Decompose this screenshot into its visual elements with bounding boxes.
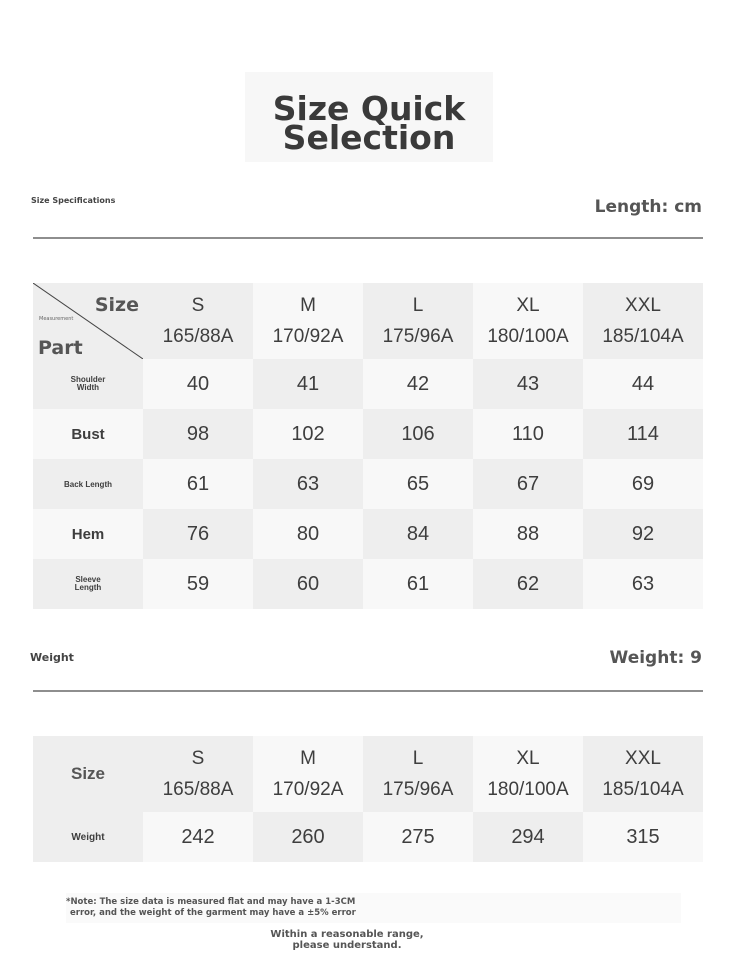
size-name: L: [412, 748, 424, 769]
size-specifications-label: Size Specifications: [31, 196, 116, 205]
row-label-shoulder-width: [33, 359, 143, 409]
table-cell: 84: [363, 509, 473, 559]
table-cell: 106: [363, 409, 473, 459]
size-header-m: [253, 283, 363, 359]
size-spec: 165/88A: [162, 779, 234, 800]
weight-header-s: [143, 736, 253, 812]
weight-header-xl: [473, 736, 583, 812]
weight-header-l: [363, 736, 473, 812]
size-name: XL: [516, 748, 540, 769]
table-cell: 110: [473, 409, 583, 459]
table-cell: 114: [583, 409, 703, 459]
table-row: [33, 559, 703, 609]
size-spec: 175/96A: [382, 326, 454, 347]
size-spec: 185/104A: [602, 326, 684, 347]
size-name: XXL: [625, 295, 661, 316]
table-row: [33, 509, 703, 559]
table-cell: 67: [473, 459, 583, 509]
table-cell: 76: [143, 509, 253, 559]
row-label-line: Shoulder: [70, 375, 106, 384]
weight-header-xxl: [583, 736, 703, 812]
row-label-weight: Weight: [33, 812, 143, 862]
weight-header-row: [33, 736, 703, 812]
table-cell: 92: [583, 509, 703, 559]
footer-line-1: Within a reasonable range,: [270, 929, 424, 940]
size-spec: 185/104A: [602, 779, 684, 800]
table-cell: 60: [253, 559, 363, 609]
table-cell: 242: [143, 812, 253, 862]
row-label-line: Width: [76, 383, 100, 392]
table-cell: 40: [143, 359, 253, 409]
note-line-1: *Note: The size data is measured flat and may have a 1-3CM: [66, 897, 356, 907]
size-name: S: [191, 748, 205, 769]
table-cell: 63: [583, 559, 703, 609]
size-header-row: [33, 283, 703, 359]
table-cell: 59: [143, 559, 253, 609]
note-line-2: error, and the weight of the garment may have a ±5% error: [70, 908, 356, 918]
size-spec: 180/100A: [487, 326, 569, 347]
table-cell: 80: [253, 509, 363, 559]
row-label-line: Sleeve: [75, 575, 101, 584]
table-row: [33, 812, 703, 862]
size-name: M: [300, 295, 316, 316]
weight-unit-label: Weight: 9: [609, 648, 702, 668]
corner-part-label: Part: [38, 337, 83, 359]
table-cell: 88: [473, 509, 583, 559]
size-header-s: [143, 283, 253, 359]
row-label-bust: Bust: [33, 409, 143, 459]
table-cell: 41: [253, 359, 363, 409]
size-name: L: [412, 295, 424, 316]
row-label-back-length: Back Length: [33, 459, 143, 509]
table-cell: 275: [363, 812, 473, 862]
table-row: [33, 409, 703, 459]
table-cell: 65: [363, 459, 473, 509]
table-cell: 62: [473, 559, 583, 609]
row-label-line: Length: [74, 583, 102, 592]
table-cell: 69: [583, 459, 703, 509]
divider-weight: [33, 690, 703, 692]
footer-note: [262, 929, 432, 951]
table-cell: 260: [253, 812, 363, 862]
weight-size-label: Size: [33, 736, 143, 812]
footer-line-2: please understand.: [292, 940, 402, 951]
size-spec: 170/92A: [272, 779, 344, 800]
size-name: M: [300, 748, 316, 769]
size-name: XXL: [625, 748, 661, 769]
size-name: S: [191, 295, 205, 316]
divider-top: [33, 237, 703, 239]
size-note: [66, 897, 686, 919]
corner-size-label: Size: [94, 294, 139, 316]
weight-header-m: [253, 736, 363, 812]
length-unit-label: Length: cm: [594, 197, 702, 217]
table-cell: 43: [473, 359, 583, 409]
table-corner-cell: [33, 283, 143, 359]
table-cell: 61: [363, 559, 473, 609]
table-cell: 44: [583, 359, 703, 409]
table-cell: 42: [363, 359, 473, 409]
size-name: XL: [516, 295, 540, 316]
size-header-xl: [473, 283, 583, 359]
title-line-1: Size Quick: [272, 89, 466, 128]
title-line-2: Selection: [282, 118, 456, 157]
table-cell: 102: [253, 409, 363, 459]
corner-measurement-label: Measurement: [39, 316, 74, 322]
table-cell: 63: [253, 459, 363, 509]
table-cell: 61: [143, 459, 253, 509]
table-row: [33, 459, 703, 509]
size-header-xxl: [583, 283, 703, 359]
table-cell: 315: [583, 812, 703, 862]
weight-section-label: Weight: [30, 651, 74, 664]
row-label-hem: Hem: [33, 509, 143, 559]
table-row: [33, 359, 703, 409]
size-spec: 170/92A: [272, 326, 344, 347]
row-label-sleeve-length: [33, 559, 143, 609]
size-spec: 180/100A: [487, 779, 569, 800]
size-header-l: [363, 283, 473, 359]
page-title: [245, 72, 493, 162]
table-cell: 98: [143, 409, 253, 459]
size-spec: 165/88A: [162, 326, 234, 347]
table-cell: 294: [473, 812, 583, 862]
size-spec: 175/96A: [382, 779, 454, 800]
weight-table: [33, 736, 703, 862]
size-table: [33, 283, 703, 609]
